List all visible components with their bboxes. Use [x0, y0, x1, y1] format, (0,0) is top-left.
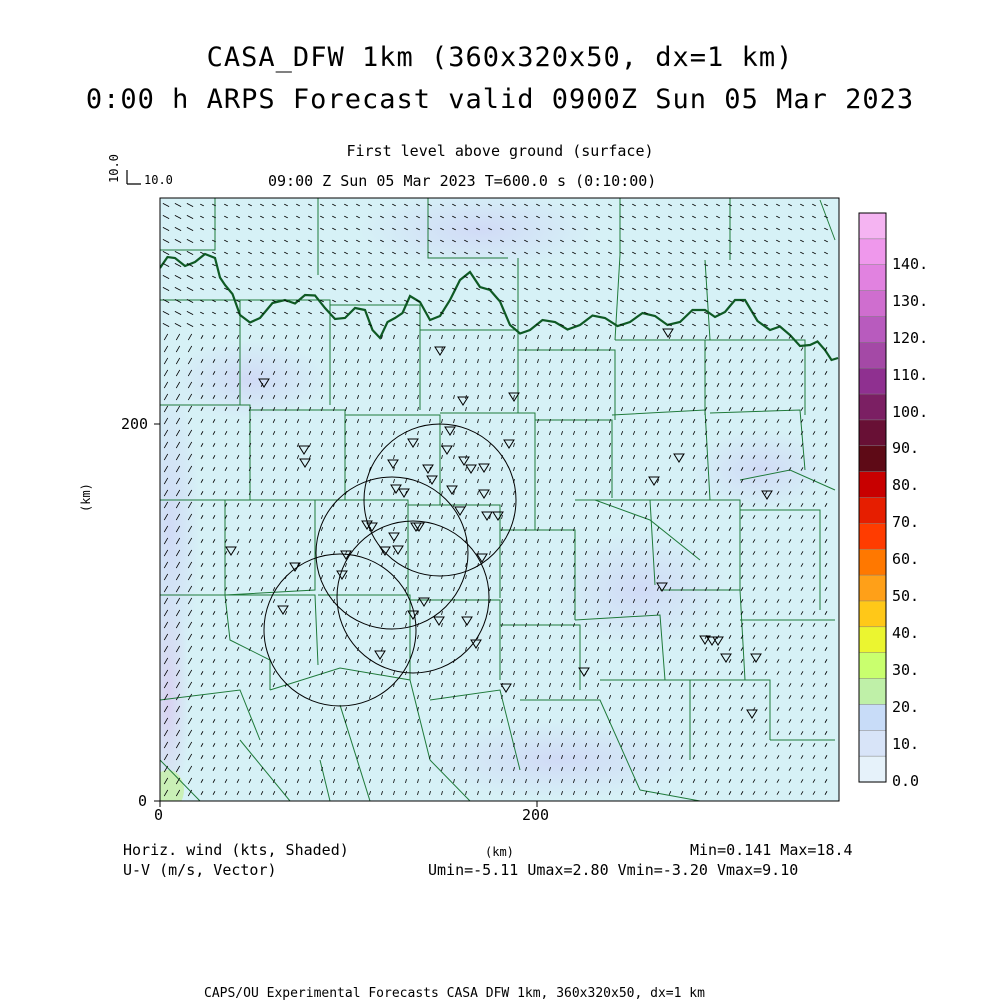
plot-title: CASA_DFW 1km (360x320x50, dx=1 km)	[206, 42, 794, 73]
colorbar-label: 80.	[892, 476, 920, 495]
credit-line: CAPS/OU Experimental Forecasts CASA DFW 1km, 360x320x50, dx=1 km	[204, 986, 705, 1001]
colorbar-swatch	[859, 316, 886, 342]
x-axis-label: (km)	[485, 845, 514, 859]
colorbar-label: 30.	[892, 661, 920, 680]
colorbar-swatch	[859, 265, 886, 291]
colorbar-swatch	[859, 472, 886, 498]
colorbar-swatch	[859, 368, 886, 394]
colorbar-swatch	[859, 498, 886, 524]
uv-range-readout: Umin=-5.11 Umax=2.80 Vmin=-3.20 Vmax=9.10	[428, 861, 799, 879]
colorbar	[859, 213, 886, 782]
colorbar-swatch	[859, 446, 886, 472]
colorbar-swatch	[859, 523, 886, 549]
colorbar-label: 70.	[892, 513, 920, 532]
shading-description: Horiz. wind (kts, Shaded)	[123, 841, 349, 859]
colorbar-swatch	[859, 342, 886, 368]
y-tick-0: 0	[138, 792, 148, 810]
colorbar-label: 40.	[892, 624, 920, 643]
forecast-valid-time: 0:00 h ARPS Forecast valid 0900Z Sun 05 Mar 2023	[85, 84, 915, 115]
colorbar-swatch	[859, 239, 886, 265]
colorbar-label: 130.	[892, 291, 929, 310]
colorbar-label: 0.0	[892, 772, 920, 790]
time-subtitle: 09:00 Z Sun 05 Mar 2023 T=600.0 s (0:10:00)	[268, 172, 657, 190]
reference-vector-horizontal-label: 10.0	[144, 173, 173, 187]
colorbar-swatch	[859, 704, 886, 730]
colorbar-swatch	[859, 549, 886, 575]
colorbar-swatch	[859, 730, 886, 756]
colorbar-swatch	[859, 575, 886, 601]
colorbar-label: 120.	[892, 328, 929, 347]
y-axis-label: (km)	[79, 483, 93, 512]
colorbar-swatch	[859, 627, 886, 653]
y-tick-200: 200	[121, 415, 149, 433]
vector-description: U-V (m/s, Vector)	[123, 861, 277, 879]
x-tick-200: 200	[522, 806, 550, 824]
colorbar-label: 90.	[892, 439, 920, 458]
x-tick-0: 0	[154, 806, 164, 824]
colorbar-label: 100.	[892, 402, 929, 421]
reference-vector-glyph	[127, 170, 141, 184]
colorbar-swatch	[859, 291, 886, 317]
colorbar-label: 60.	[892, 550, 920, 569]
colorbar-swatch	[859, 601, 886, 627]
colorbar-swatch	[859, 653, 886, 679]
colorbar-swatch	[859, 679, 886, 705]
colorbar-label: 10.	[892, 735, 920, 754]
level-subtitle: First level above ground (surface)	[346, 142, 654, 160]
colorbar-label: 110.	[892, 365, 929, 384]
min-max-readout: Min=0.141 Max=18.4	[690, 841, 853, 859]
colorbar-label: 20.	[892, 698, 920, 717]
colorbar-swatch	[859, 213, 886, 239]
reference-vector-vertical-label: 10.0	[107, 154, 121, 183]
colorbar-swatch	[859, 394, 886, 420]
colorbar-swatch	[859, 420, 886, 446]
colorbar-swatch	[859, 756, 886, 782]
colorbar-label: 140.	[892, 254, 929, 273]
colorbar-label: 50.	[892, 587, 920, 606]
